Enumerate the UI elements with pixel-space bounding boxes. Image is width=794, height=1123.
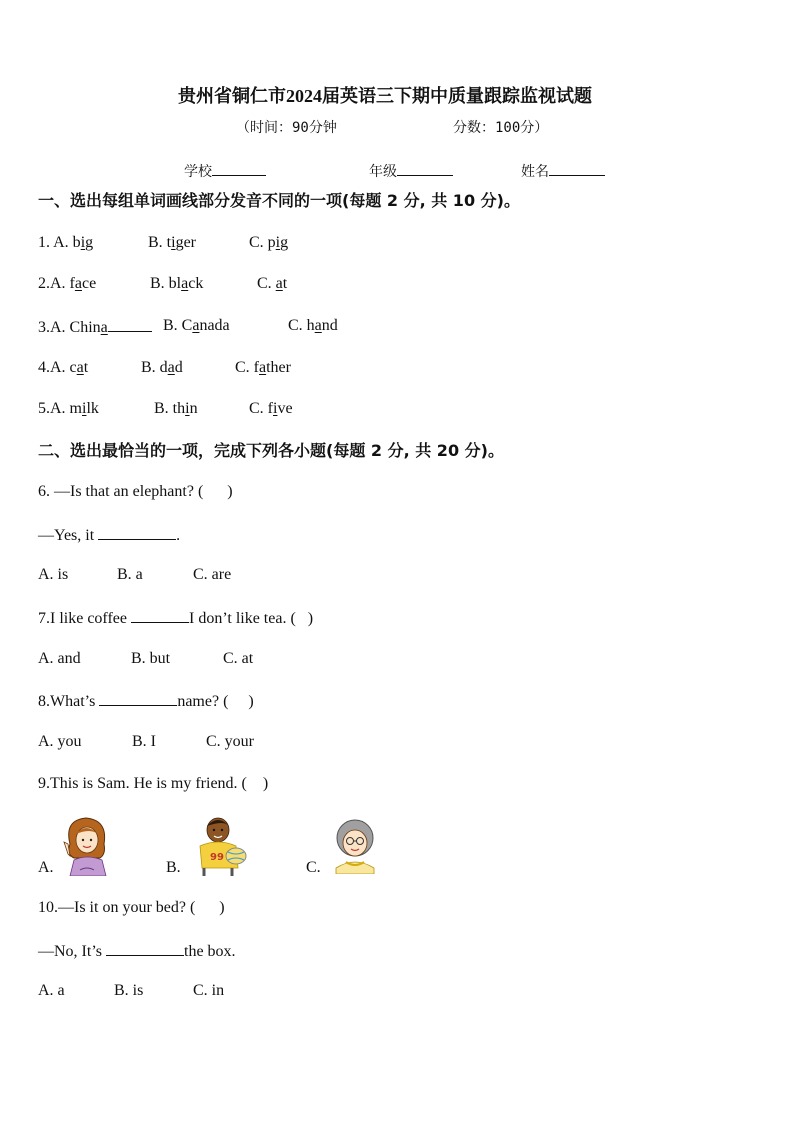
reply-text: the box.	[184, 943, 236, 960]
question-7-option-b[interactable]: B. but	[131, 650, 171, 667]
answer-blank[interactable]	[131, 607, 189, 623]
question-10-option-a[interactable]: A. a	[38, 982, 65, 999]
underlined-letter: a	[192, 317, 200, 334]
option-c-text: C. p	[249, 234, 276, 251]
question-number: 4.	[38, 359, 50, 376]
option-b-text: B. bl	[150, 275, 182, 292]
underlined-letter: a	[259, 359, 267, 376]
answer-blank[interactable]	[98, 524, 176, 540]
question-number: 3.	[38, 319, 50, 336]
underlined-letter: i	[80, 234, 86, 251]
section1-title: 一、选出每组单词画线部分发音不同的一项(每题 2 分, 共 10 分)。	[38, 191, 520, 210]
option-a-text: A. c	[50, 359, 77, 376]
question-10-reply	[38, 940, 236, 962]
grandma-picture	[330, 816, 380, 874]
underlined-letter: i	[275, 234, 281, 251]
question-5	[38, 399, 99, 419]
option-c-text: t	[282, 275, 288, 292]
name-field	[521, 160, 605, 182]
question-7-option-c[interactable]: C. at	[223, 650, 254, 667]
question-9-option-c[interactable]: C.	[306, 859, 321, 876]
underline-gap	[108, 316, 152, 332]
option-a-text: A. Chin	[50, 319, 101, 336]
underlined-letter: a	[76, 359, 84, 376]
name-blank[interactable]	[549, 160, 605, 176]
underlined-letter: i	[171, 234, 176, 251]
option-a-text: t	[83, 359, 89, 376]
reply-text: .	[176, 527, 181, 544]
question-2-option-b[interactable]	[150, 274, 203, 294]
option-b-text: d	[174, 359, 183, 376]
option-c-text: nd	[321, 317, 338, 334]
underlined-letter: a	[181, 275, 189, 292]
option-b-text: B. C	[163, 317, 193, 334]
girl-picture	[60, 814, 112, 876]
question-10-option-b[interactable]: B. is	[114, 982, 144, 999]
question-6-reply	[38, 524, 180, 546]
question-2	[38, 274, 96, 294]
section2-title: 二、选出最恰当的一项，完成下列各小题(每题 2 分, 共 20 分)。	[38, 441, 504, 460]
option-c-text: ve	[277, 400, 293, 417]
question-10-stem: 10.—Is it on your bed? ( )	[38, 899, 225, 916]
underlined-letter: a	[167, 359, 175, 376]
question-5-option-b[interactable]	[154, 399, 198, 419]
underlined-letter: i	[82, 400, 87, 417]
question-7-option-a[interactable]: A. and	[38, 650, 81, 667]
question-number: 1.	[38, 234, 54, 251]
boy-picture	[194, 812, 250, 876]
option-c-text: C. f	[235, 359, 259, 376]
option-a-text: lk	[86, 400, 99, 417]
question-9-stem: 9.This is Sam. He is my friend. ( )	[38, 775, 269, 792]
question-4-option-c[interactable]	[235, 358, 291, 378]
underlined-letter: a	[314, 317, 322, 334]
grade-blank[interactable]	[397, 160, 453, 176]
question-6-option-a[interactable]: A. is	[38, 566, 69, 583]
option-b-text: nada	[199, 317, 230, 334]
question-6-stem: 6. —Is that an elephant? ( )	[38, 483, 233, 500]
underlined-letter: a	[275, 275, 283, 292]
question-1-option-b[interactable]	[148, 233, 196, 253]
question-3-option-c[interactable]	[288, 316, 338, 336]
question-8-option-b[interactable]: B. I	[132, 733, 156, 750]
option-a-text: g	[85, 234, 94, 251]
answer-blank[interactable]	[99, 690, 177, 706]
option-b-text: B. d	[141, 359, 168, 376]
question-2-option-c[interactable]	[257, 274, 287, 294]
question-6-option-b[interactable]: B. a	[117, 566, 143, 583]
reply-text: —Yes, it	[38, 527, 99, 544]
question-6-option-c[interactable]: C. are	[193, 566, 232, 583]
jersey-number: 99	[210, 852, 224, 863]
name-label: 姓名	[521, 164, 549, 180]
question-number: 5.	[38, 400, 50, 417]
question-5-option-c[interactable]	[249, 399, 293, 419]
option-c-text: C.	[257, 275, 276, 292]
option-b-text: B. th	[154, 400, 186, 417]
exam-time: （时间：90分钟	[236, 120, 337, 136]
question-4-option-b[interactable]	[141, 358, 183, 378]
option-c-text: C. f	[249, 400, 273, 417]
question-7-stem	[38, 607, 313, 629]
option-b-text: n	[189, 400, 198, 417]
question-1-option-c[interactable]	[249, 233, 288, 253]
question-8-option-a[interactable]: A. you	[38, 733, 82, 750]
underlined-letter: a	[100, 319, 108, 336]
page-title: 贵州省铜仁市2024届英语三下期中质量跟踪监视试题	[178, 86, 592, 106]
question-8-option-c[interactable]: C. your	[206, 733, 254, 750]
question-4	[38, 358, 88, 378]
grade-field	[369, 160, 453, 182]
reply-text: —No, It’s	[38, 943, 106, 960]
stem-text: 8.What’s	[38, 693, 100, 710]
underlined-letter: i	[185, 400, 190, 417]
underlined-letter: i	[273, 400, 278, 417]
stem-text: name? ( )	[177, 693, 254, 710]
question-3-option-b[interactable]	[163, 316, 230, 336]
answer-blank[interactable]	[106, 940, 184, 956]
stem-text: 7.I like coffee	[38, 610, 131, 627]
option-a-text: ce	[82, 275, 97, 292]
question-number: 2.	[38, 275, 50, 292]
option-b-text: B. t	[148, 234, 172, 251]
stem-text: I don’t like tea. ( )	[189, 610, 314, 627]
option-c-text: g	[280, 234, 289, 251]
question-8-stem	[38, 690, 254, 712]
school-field	[184, 160, 266, 182]
grade-label: 年级	[369, 164, 397, 180]
school-label: 学校	[184, 164, 212, 180]
question-3	[38, 316, 152, 338]
exam-score: 分数：100分）	[453, 120, 549, 136]
option-a-text: A. b	[53, 234, 81, 251]
question-9-option-b[interactable]: B.	[166, 859, 181, 876]
option-c-text: ther	[266, 359, 291, 376]
school-blank[interactable]	[212, 160, 266, 176]
option-b-text: ck	[188, 275, 204, 292]
question-10-option-c[interactable]: C. in	[193, 982, 225, 999]
option-a-text: A. f	[50, 275, 75, 292]
underlined-letter: a	[74, 275, 82, 292]
option-c-text: C. h	[288, 317, 315, 334]
question-1	[38, 233, 93, 253]
question-9-option-a[interactable]: A.	[38, 859, 54, 876]
option-b-text: ger	[175, 234, 197, 251]
option-a-text: A. m	[50, 400, 82, 417]
